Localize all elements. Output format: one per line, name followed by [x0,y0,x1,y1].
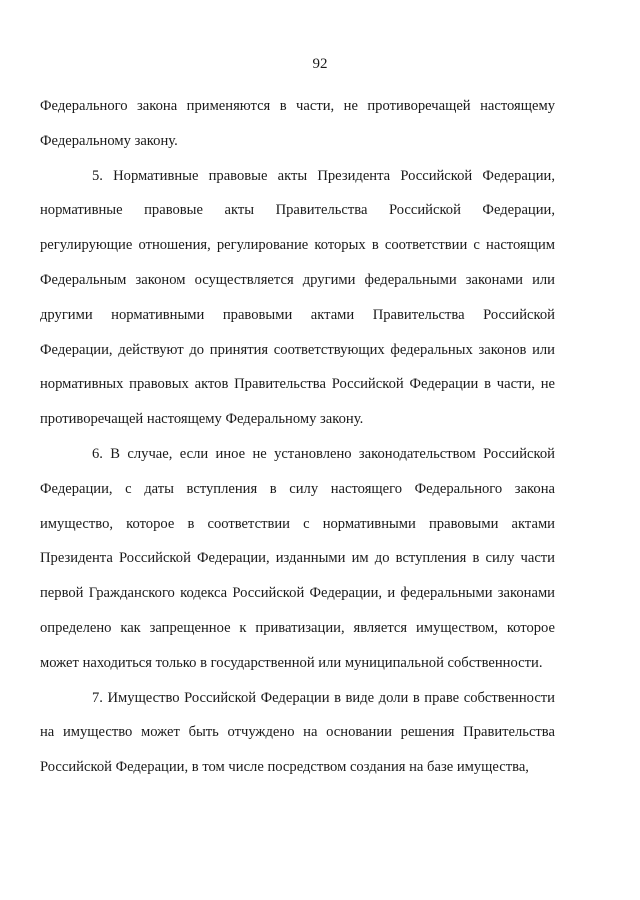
paragraph-item-7: 7. Имущество Российской Федерации в виде доли в праве собственности на имущество может быть отчуждено на основании решения Правительства Российской Федерации, в том числе посредством создания на базе имущества, [40,689,555,776]
document-body [40,89,555,785]
page-number: 92 [312,56,328,72]
paragraph-item-6: 6. В случае, если иное не установлено законодательством Российской Федерации, с даты вступления в силу настоящего Федерального закона имущество, которое в соответствии с нормативными правовыми актами Президента Российской Федерации, изданными им до вступления в силу части первой Гражданского кодекса Российской Федерации, и федеральными законами определено как запрещенное к приватизации, является имуществом, которое может находиться только в государственной или муниципальной собственности. [40,445,555,671]
paragraph-continuation: Федерального закона применяются в части, не противоречащей настоящему Федеральному закону. [40,98,555,149]
paragraph-item-5: 5. Нормативные правовые акты Президента Российской Федерации, нормативные правовые акты Правительства Российской Федерации, регулирующие отношения, регулирование которых в соответствии с настоящим Федеральным законом осуществляется другими федеральными законами или другими нормативными правовыми актами Правительства Российской Федерации, действуют до принятия соответствующих федеральных законов или нормативных правовых актов Правительства Российской Федерации в части, не противоречащей настоящему Федеральному закону. [40,167,555,428]
